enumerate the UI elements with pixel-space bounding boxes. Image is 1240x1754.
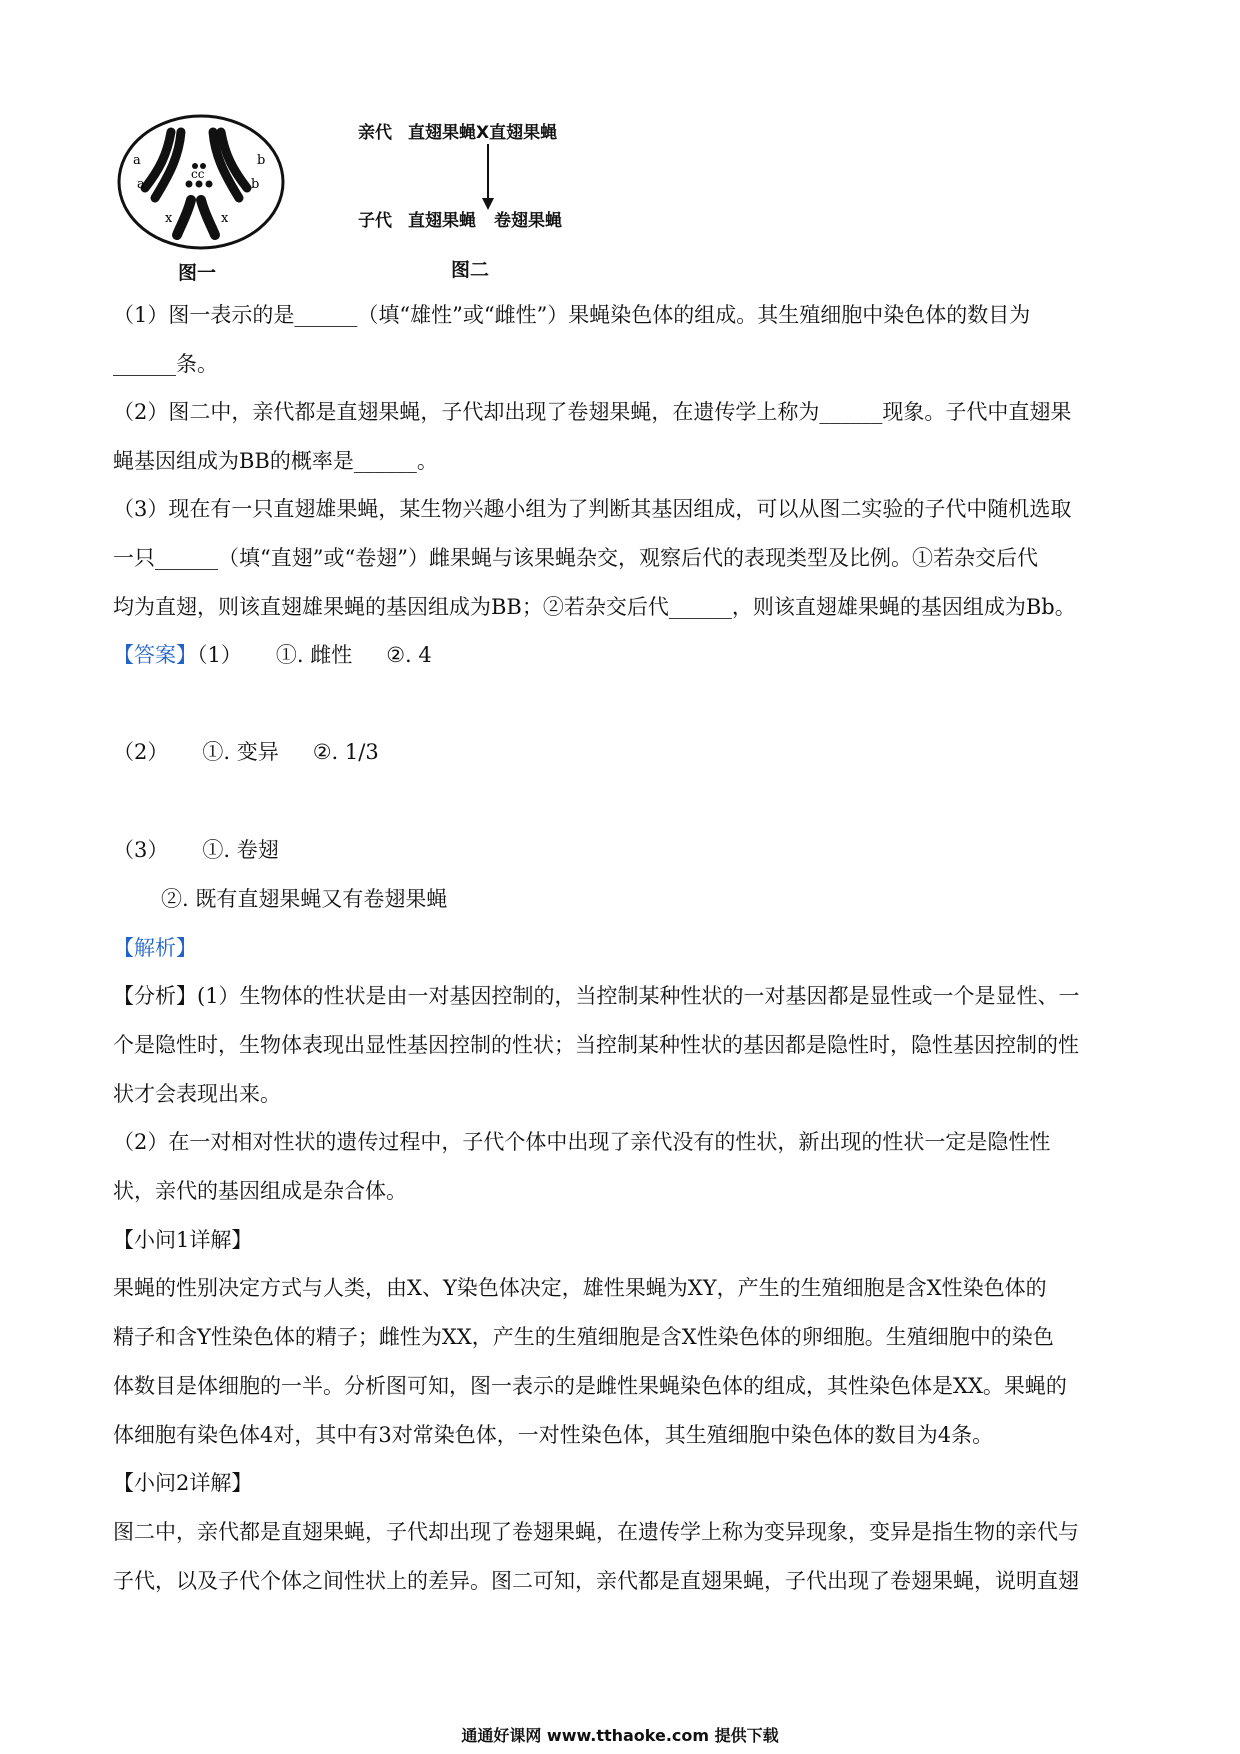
subquestion-1-title: 【小问1详解】 [113, 1228, 253, 1252]
figure-2-caption: 图二 [451, 259, 490, 281]
question-3-line-1: （3）现在有一只直翅雄果蝇，某生物兴趣小组为了判断其基因组成，可以从图二实验的子代中随机选取 [113, 497, 1072, 521]
subquestion-1-line-2: 精子和含Y性染色体的精子；雌性为XX，产生的生殖细胞是含X性染色体的卵细胞。生殖细胞中的染色 [113, 1325, 1054, 1349]
label-a-bottom: a [137, 177, 145, 192]
parent-cross: 直翅果蝇X直翅果蝇 [408, 123, 558, 143]
subquestion-2-title: 【小问2详解】 [113, 1471, 253, 1495]
subquestion-2-line-2: 子代，以及子代个体之间性状上的差异。图二可知，亲代都是直翅果蝇，子代出现了卷翅果蝇，说明直翅 [113, 1569, 1079, 1593]
answer-3-part-2: ②. 既有直翅果蝇又有卷翅果蝇 [161, 887, 448, 911]
answer-2-part-2: ②. 1/3 [312, 740, 379, 764]
analysis-line-2: 个是隐性时，生物体表现出显性基因控制的性状；当控制某种性状的基因都是隐性时，隐性基因控制的性 [113, 1033, 1079, 1057]
answer-2-number: （2） [113, 740, 169, 764]
analysis-line-3: 状才会表现出来。 [113, 1082, 281, 1106]
answer-row-3 [113, 835, 279, 865]
answer-3-number: （3） [113, 838, 169, 862]
question-1-line-2: ______条。 [113, 352, 218, 376]
subquestion-1-line-4: 体细胞有染色体4对，其中有3对常染色体，一对性染色体，其生殖细胞中染色体的数目为4条。 [113, 1423, 994, 1447]
analysis-line-1: 【分析】(1）生物体的性状是由一对基因控制的，当控制某种性状的一对基因都是显性或一个是显性、一 [113, 984, 1080, 1008]
child-right: 卷翅果蝇 [494, 211, 562, 231]
question-2-line-1: （2）图二中，亲代都是直翅果蝇，子代却出现了卷翅果蝇，在遗传学上称为______现象。子代中直翅果 [113, 400, 1072, 424]
figure-1-caption: 图一 [178, 262, 217, 284]
question-2-line-2: 蝇基因组成为BB的概率是______。 [113, 449, 438, 473]
answer-1-number: （1） [197, 643, 242, 667]
label-b-top: b [257, 153, 266, 168]
analysis-line-4: （2）在一对相对性状的遗传过程中，子代个体中出现了亲代没有的性状，新出现的性状一定是隐性性 [113, 1130, 1051, 1154]
chromosome-x-left [177, 200, 191, 235]
subquestion-1-line-1: 果蝇的性别决定方式与人类，由X、Y染色体决定，雄性果蝇为XY，产生的生殖细胞是含X性染色体的 [113, 1276, 1047, 1300]
answer-row-1 [113, 640, 432, 670]
answer-2-part-1: ①. 变异 [202, 740, 279, 764]
child-label: 子代 [358, 211, 392, 231]
label-x-right: x [221, 211, 229, 226]
analysis-line-5: 状，亲代的基因组成是杂合体。 [113, 1179, 407, 1203]
label-a-top: a [133, 153, 141, 168]
question-1-line-1: （1）图一表示的是______（填“雄性”或“雌性”）果蝇染色体的组成。其生殖细胞中染色体的数目为 [113, 303, 1031, 327]
answer-3-part-1: ①. 卷翅 [202, 838, 279, 862]
chromosome-diagram [115, 110, 287, 252]
label-cc: cc [191, 167, 205, 181]
parent-label: 亲代 [358, 123, 392, 143]
answer-row-2 [113, 737, 379, 767]
answer-1-part-1: ①. 雌性 [275, 643, 353, 667]
subquestion-2-line-1: 图二中，亲代都是直翅果蝇，子代却出现了卷翅果蝇，在遗传学上称为变异现象，变异是指生物的亲代与 [113, 1520, 1079, 1544]
cross-diagram [358, 110, 588, 235]
analysis-tag: 【解析】 [113, 936, 197, 960]
page-footer: 通通好课网 www.tthaoke.com 提供下载 [461, 1726, 779, 1745]
label-x-left: x [165, 211, 173, 226]
child-left: 直翅果蝇 [408, 211, 476, 231]
answer-tag: 【答案】 [113, 643, 197, 667]
question-3-line-2: 一只______（填“直翅”或“卷翅”）雌果蝇与该果蝇杂交，观察后代的表现类型及比例。①若杂交后代 [113, 546, 1038, 570]
subquestion-1-line-3: 体数目是体细胞的一半。分析图可知，图一表示的是雌性果蝇染色体的组成，其性染色体是XX。果蝇的 [113, 1374, 1067, 1398]
chromosome-x-right [201, 200, 215, 235]
answer-1-part-2: ②. 4 [386, 643, 432, 667]
question-3-line-3: 均为直翅，则该直翅雄果蝇的基因组成为BB；②若杂交后代______，则该直翅雄果蝇的基因组成为Bb。 [113, 595, 1076, 619]
arrow-down-icon [478, 142, 498, 212]
label-b-bottom: b [251, 177, 260, 192]
